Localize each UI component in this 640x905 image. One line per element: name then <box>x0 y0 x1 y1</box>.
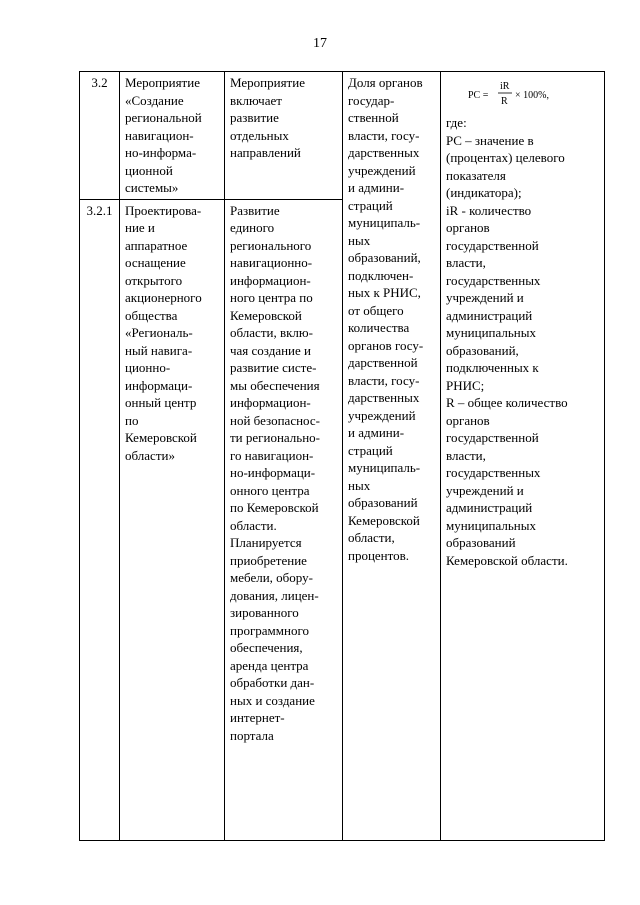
indicator-line: образований <box>348 495 418 510</box>
event-line: оснащение <box>125 255 186 270</box>
method-line: администраций <box>446 500 533 515</box>
description-line: приобретение <box>230 552 307 568</box>
event-line: ционной <box>125 162 173 178</box>
indicator-line: дарственных <box>348 390 420 405</box>
method-line: органов <box>446 412 490 428</box>
description-line: онного центра <box>230 482 310 498</box>
description-line: портала <box>230 727 274 743</box>
method-line: власти, <box>446 447 486 463</box>
indicator-line: Кемеровской <box>348 512 420 528</box>
method-line: учреждений и <box>446 290 524 305</box>
method-line: подключенных к <box>446 360 539 375</box>
method-cell <box>441 72 605 841</box>
description-line: интернет- <box>230 710 285 725</box>
description-line: Кемеровской <box>230 307 302 323</box>
indicator-line: ных <box>348 232 371 248</box>
indicator-line: страций <box>348 197 393 213</box>
item-number: 3.2 <box>91 75 108 90</box>
indicator-line: и админи- <box>348 180 405 195</box>
formula-graphic <box>463 74 583 110</box>
method-line: (индикатора); <box>446 185 522 200</box>
indicator-cell <box>343 72 441 841</box>
indicator-line: органов госу- <box>348 337 424 353</box>
indicator-line: муниципаль- <box>348 215 421 230</box>
indicator-line: образований, <box>348 250 421 265</box>
description-line: Развитие <box>230 202 280 218</box>
indicator-line: ных <box>348 477 371 493</box>
description-line: обработки дан- <box>230 675 315 690</box>
indicator-line: учреждений <box>348 162 416 178</box>
event-line: открытого <box>125 272 183 288</box>
formula <box>446 74 600 114</box>
indicator-line: ных к РНИС, <box>348 285 421 300</box>
indicator-line: учреждений <box>348 407 416 423</box>
indicator-line: количества <box>348 320 410 335</box>
description-line: ти регионально- <box>230 430 320 445</box>
formula-denominator: R <box>501 96 508 107</box>
event-line: ный навига- <box>125 342 193 358</box>
method-line: (процентах) целевого <box>446 150 565 165</box>
item-number-cell <box>80 72 120 200</box>
method-line: муниципальных <box>446 517 537 533</box>
description-line: го навигацион- <box>230 447 314 463</box>
method-line: государственной <box>446 237 539 253</box>
method-line: учреждений и <box>446 482 524 498</box>
description-line: развитие <box>230 110 279 125</box>
description-line: развитие систе- <box>230 360 317 375</box>
method-line: PC – значение в <box>446 132 534 148</box>
description-line: ного центра по <box>230 290 313 305</box>
description-line: регионального <box>230 237 312 253</box>
event-line: Кемеровской <box>125 430 197 445</box>
method-line: iR - количество <box>446 202 532 218</box>
table-row <box>80 72 605 200</box>
method-line: администраций <box>446 307 533 323</box>
indicator-line: подключен- <box>348 267 414 283</box>
description-line: программного <box>230 622 309 638</box>
method-line: образований <box>446 535 516 550</box>
description-line: области. <box>230 517 277 533</box>
description-line: направлений <box>230 145 301 160</box>
event-line: Проектирова- <box>125 202 202 218</box>
event-line: «Создание <box>125 92 184 108</box>
event-line: акционерного <box>125 290 202 305</box>
event-line: «Региональ- <box>125 325 193 340</box>
event-line: онный центр <box>125 395 197 410</box>
method-line: государственной <box>446 430 539 445</box>
formula-rhs: × 100%, <box>515 90 549 101</box>
description-line: ной безопаснос- <box>230 412 320 428</box>
description-line: дования, лицен- <box>230 587 319 603</box>
description-cell <box>225 199 343 840</box>
method-line: государственных <box>446 465 541 480</box>
indicator-line: ственной <box>348 110 399 125</box>
event-line: региональной <box>125 110 202 125</box>
description-line: зированного <box>230 605 299 620</box>
description-line: по Кемеровской <box>230 500 319 515</box>
description-line: единого <box>230 220 275 235</box>
event-line: ционно- <box>125 360 171 375</box>
event-line: Мероприятие <box>125 75 200 90</box>
method-line: власти, <box>446 255 486 270</box>
method-line: показателя <box>446 167 506 183</box>
indicator-line: власти, госу- <box>348 372 420 388</box>
indicator-line: муниципаль- <box>348 460 421 475</box>
indicator-line: от общего <box>348 302 404 318</box>
description-line: мебели, обору- <box>230 570 313 585</box>
indicator-line: процентов. <box>348 547 410 563</box>
event-line: области» <box>125 447 175 463</box>
formula-numerator: iR <box>500 81 510 92</box>
method-line: образований, <box>446 342 519 358</box>
indicator-line: дарственной <box>348 355 418 370</box>
indicator-line: власти, госу- <box>348 127 420 143</box>
description-line: навигационно- <box>230 255 313 270</box>
indicator-line: Доля органов <box>348 75 423 90</box>
item-number: 3.2.1 <box>86 202 113 218</box>
description-line: Планируется <box>230 535 302 550</box>
method-line: Кемеровской области. <box>446 552 568 568</box>
method-line: где: <box>446 115 467 130</box>
indicator-line: страций <box>348 442 393 458</box>
description-line: области, вклю- <box>230 325 313 340</box>
description-line: информацион- <box>230 395 311 410</box>
description-line: отдельных <box>230 127 289 143</box>
event-cell <box>120 72 225 200</box>
formula-lhs: PC = <box>468 90 489 101</box>
event-line: по <box>125 412 139 428</box>
indicator-line: государ- <box>348 92 395 108</box>
method-line: РНИС; <box>446 377 485 393</box>
description-line: Мероприятие <box>230 75 305 90</box>
page-number: 17 <box>313 36 327 51</box>
event-line: ние и <box>125 220 155 235</box>
description-cell <box>225 72 343 200</box>
description-line: ных и создание <box>230 692 315 708</box>
description-line: чая создание и <box>230 342 311 358</box>
description-line: обеспечения, <box>230 640 303 655</box>
method-line: органов <box>446 220 490 235</box>
program-table <box>79 71 605 841</box>
indicator-line: области, <box>348 530 395 545</box>
description-line: включает <box>230 92 282 108</box>
method-line: R – общее количество <box>446 395 568 410</box>
description-line: информацион- <box>230 272 311 288</box>
event-line: общества <box>125 307 178 323</box>
method-line: государственных <box>446 272 541 288</box>
item-number-cell <box>80 199 120 840</box>
description-line: мы обеспечения <box>230 377 320 393</box>
method-text <box>446 114 600 569</box>
event-line: но-информа- <box>125 145 197 160</box>
event-line: системы» <box>125 180 179 195</box>
description-line: аренда центра <box>230 657 309 673</box>
event-line: навигацион- <box>125 127 194 143</box>
event-line: информаци- <box>125 377 193 393</box>
event-cell <box>120 199 225 840</box>
method-line: муниципальных <box>446 325 537 340</box>
event-line: аппаратное <box>125 237 188 253</box>
indicator-line: и админи- <box>348 425 405 440</box>
indicator-line: дарственных <box>348 145 420 160</box>
description-line: но-информаци- <box>230 465 316 480</box>
